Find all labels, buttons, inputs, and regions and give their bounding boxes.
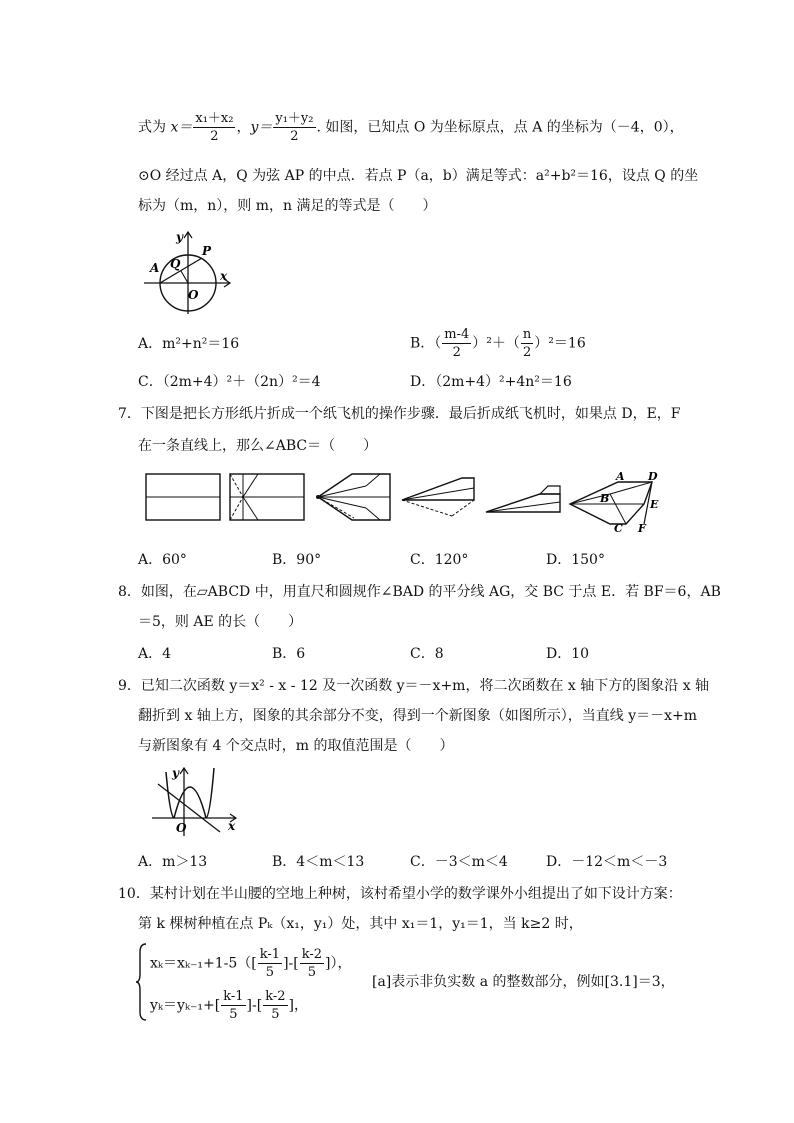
q7-paper-plane-figure <box>140 466 680 538</box>
label-o: O <box>188 288 199 302</box>
label-o: O <box>176 821 187 835</box>
label-a: A <box>150 261 160 275</box>
fold-step-2 <box>230 474 304 520</box>
q10-note: [a]表示非负实数 a 的整数部分，例如[3.1]＝3， <box>372 974 675 990</box>
q6-line-1 <box>138 110 684 145</box>
option-text: ）²＝16 <box>534 335 586 352</box>
equation-text: yₖ＝yₖ₋₁+[ <box>150 997 221 1014</box>
label-d: D <box>648 470 658 483</box>
fraction-numerator: k-1 <box>259 947 281 962</box>
equation-text: ]-[ <box>246 997 263 1014</box>
fraction-denominator: 2 <box>452 345 461 360</box>
label-b: B <box>600 492 610 505</box>
q7-line-1: 7．下图是把长方形纸片折成一个纸飞机的操作步骤．最后折成纸飞机时，如果点 D，E，F <box>118 406 681 422</box>
q10-equation-x <box>150 946 352 981</box>
label-a: A <box>616 470 625 483</box>
separator: ， <box>236 119 251 136</box>
q8-line-1: 8．如图，在▱ABCD 中，用直尺和圆规作∠BAD 的平分线 AG，交 BC 于点 E．若 BF＝6，AB <box>118 584 721 600</box>
q7-option-a: A．60° <box>138 552 187 568</box>
q6-option-d: D．（2m+4）²+4n²＝16 <box>410 374 572 390</box>
q9-option-b: B．4＜m＜13 <box>272 854 365 870</box>
segment-oq <box>181 271 188 283</box>
label-x: x <box>220 269 228 283</box>
q9-line-1: 9．已知二次函数 y＝x² - x - 12 及一次函数 y＝－x+m，将二次函数在 x 轴下方的图象沿 x 轴 <box>118 678 710 694</box>
q9-option-d: D．－12＜m＜－3 <box>546 854 668 870</box>
q9-option-a: A．m＞13 <box>138 854 208 870</box>
brace-icon <box>134 942 148 1022</box>
fraction-numerator: x₁＋x₂ <box>195 111 234 126</box>
label-q: Q <box>170 257 181 271</box>
fraction-denominator: 5 <box>271 1007 280 1022</box>
fraction-k2 <box>300 946 324 981</box>
fraction-denominator: 2 <box>290 129 299 144</box>
fraction-numerator: k-1 <box>223 989 244 1004</box>
fold-step-3 <box>316 474 390 520</box>
q6-option-a: A．m²+n²＝16 <box>138 336 240 352</box>
equation-text: xₖ＝xₖ₋₁+1-5（[ <box>150 955 257 972</box>
label-c: C <box>614 522 623 535</box>
q6-option-b <box>410 326 586 361</box>
q7-option-b: B．90° <box>272 552 322 568</box>
fold-step-4 <box>402 478 474 516</box>
q6-text: . 如图，已知点 O 为坐标原点，点 A 的坐标为（－4，0）， <box>316 119 684 136</box>
folded-parabola-arc <box>174 787 206 818</box>
fraction-denominator: 5 <box>307 965 317 980</box>
equation-text: ]， <box>288 997 308 1014</box>
q10-equation-y <box>150 988 308 1023</box>
q8-option-b: B．6 <box>272 646 306 662</box>
fold-step-1 <box>146 474 220 520</box>
fraction-m <box>442 326 471 361</box>
fraction-k1 <box>221 988 245 1023</box>
label-p: P <box>202 244 212 258</box>
q6-text: 式为 <box>138 119 171 136</box>
label-x: x <box>228 819 236 833</box>
line-y-eq-neg-x-plus-m <box>158 784 220 832</box>
y-eq: y＝ <box>250 119 273 136</box>
fold-step-5 <box>486 486 560 512</box>
q8-line-2: ＝5，则 AE 的长（ ） <box>138 614 303 630</box>
q6-line-2: ⊙O 经过点 A，Q 为弦 AP 的中点．若点 P（a，b）满足等式：a²+b²＝16，设点 Q 的坐 <box>138 168 699 184</box>
parabola-right-branch <box>206 768 214 818</box>
x-eq: x＝ <box>170 119 193 136</box>
label-e: E <box>650 498 659 511</box>
label-f: F <box>638 522 646 535</box>
fraction-y <box>273 110 315 145</box>
q10-line-1: 10．某村计划在半山腰的空地上种树，该村希望小学的数学课外小组提出了如下设计方案： <box>118 886 682 902</box>
q9-graph-figure <box>148 766 244 838</box>
fraction-denominator: 2 <box>522 345 532 360</box>
label-y: y <box>172 766 179 780</box>
q7-option-d: D．150° <box>546 552 605 568</box>
fraction-numerator: n <box>522 327 532 342</box>
fraction-k1 <box>258 946 282 981</box>
fraction-denominator: 5 <box>229 1007 238 1022</box>
q8-option-a: A．4 <box>138 646 172 662</box>
fraction-numerator: m-4 <box>444 327 470 342</box>
equation-text: ]-[ <box>283 955 299 972</box>
fraction-k2 <box>263 988 287 1023</box>
fraction-numerator: k-2 <box>301 947 323 962</box>
label-y: y <box>176 230 183 244</box>
fraction-x <box>193 110 235 145</box>
q6-option-c: C．（2m+4）²＋（2n）²＝4 <box>138 374 321 390</box>
fraction-n <box>521 326 533 361</box>
q9-option-c: C．－3＜m＜4 <box>410 854 508 870</box>
fraction-numerator: k-2 <box>265 989 286 1004</box>
chord-ap <box>160 258 202 283</box>
q6-circle-figure <box>140 228 240 318</box>
fraction-denominator: 2 <box>210 129 219 144</box>
q7-option-c: C．120° <box>410 552 469 568</box>
fraction-numerator: y₁＋y₂ <box>275 111 314 126</box>
q8-option-c: C．8 <box>410 646 444 662</box>
q9-line-3: 与新图象有 4 个交点时，m 的取值范围是（ ） <box>138 738 454 754</box>
q7-line-2: 在一条直线上，那么∠ABC＝（ ） <box>138 438 378 454</box>
q6-line-3: 标为（m，n），则 m，n 满足的等式是（ ） <box>138 198 437 214</box>
q8-option-d: D．10 <box>546 646 590 662</box>
q9-line-2: 翻折到 x 轴上方，图象的其余部分不变，得到一个新图象（如图所示），当直线 y＝－x+m <box>138 708 698 724</box>
equation-text: ]）， <box>325 955 352 972</box>
fraction-denominator: 5 <box>265 965 275 980</box>
fold-step-6 <box>570 470 659 535</box>
option-text: ）²＋（ <box>472 335 520 352</box>
q10-line-2: 第 k 棵树种植在点 Pₖ（x₁，y₁）处，其中 x₁＝1，y₁＝1，当 k≥2 时， <box>138 916 583 932</box>
option-text: B．（ <box>410 335 442 352</box>
